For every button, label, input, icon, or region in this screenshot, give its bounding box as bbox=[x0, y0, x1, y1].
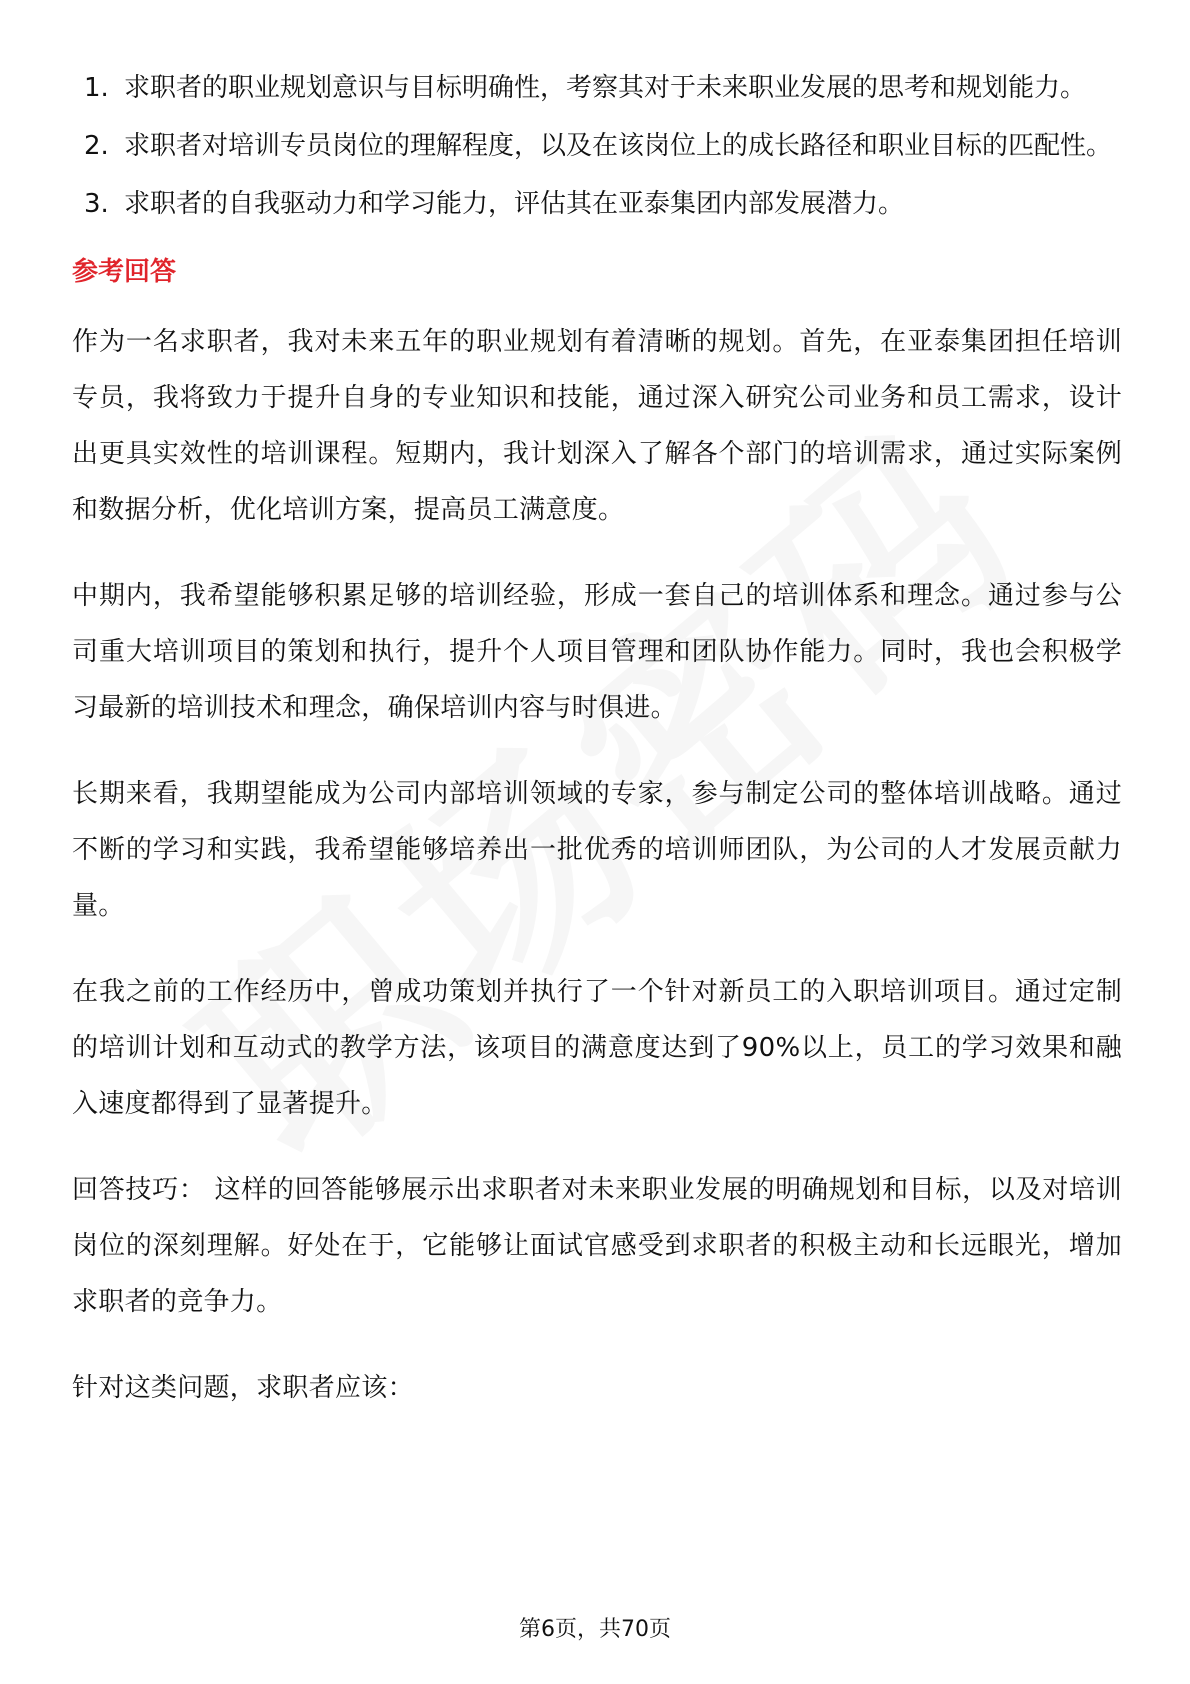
list-item bbox=[72, 176, 1122, 232]
answer-paragraph-4: 在我之前的工作经历中，曾成功策划并执行了一个针对新员工的入职培训项目。通过定制的培训计划和互动式的教学方法，该项目的满意度达到了90%以上，员工的学习效果和融入速度都得到了显著提升。 bbox=[72, 977, 1122, 1119]
list-item-text: 求职者对培训专员岗位的理解程度，以及在该岗位上的成长路径和职业目标的匹配性。 bbox=[124, 131, 1113, 161]
list-item-text: 求职者的自我驱动力和学习能力，评估其在亚泰集团内部发展潜力。 bbox=[124, 189, 905, 219]
section-title: 参考回答 bbox=[72, 257, 177, 287]
question-list bbox=[72, 60, 1122, 232]
page-number-footer: 第6页，共70页 bbox=[519, 1617, 671, 1642]
advice-intro-paragraph: 针对这类问题，求职者应该： bbox=[72, 1373, 414, 1403]
list-item-number: 1. bbox=[84, 73, 109, 103]
list-item-number: 3. bbox=[84, 189, 109, 219]
list-item-number: 2. bbox=[84, 131, 109, 161]
list-item bbox=[72, 118, 1122, 174]
answer-paragraph-1: 作为一名求职者，我对未来五年的职业规划有着清晰的规划。首先，在亚泰集团担任培训专员，我将致力于提升自身的专业知识和技能，通过深入研究公司业务和员工需求，设计出更具实效性的培训课程。短期内，我计划深入了解各个部门的培训需求，通过实际案例和数据分析，优化培训方案，提高员工满意度。 bbox=[72, 327, 1122, 525]
answer-paragraph-3: 长期来看，我期望能成为公司内部培训领域的专家，参与制定公司的整体培训战略。通过不断的学习和实践，我希望能够培养出一批优秀的培训师团队，为公司的人才发展贡献力量。 bbox=[72, 779, 1122, 921]
answer-paragraph-2: 中期内，我希望能够积累足够的培训经验，形成一套自己的培训体系和理念。通过参与公司重大培训项目的策划和执行，提升个人项目管理和团队协作能力。同时，我也会积极学习最新的培训技术和理念，确保培训内容与时俱进。 bbox=[72, 581, 1122, 723]
document-body bbox=[72, 60, 1122, 1446]
list-item bbox=[72, 60, 1122, 116]
answer-tips-paragraph: 回答技巧： 这样的回答能够展示出求职者对未来职业发展的明确规划和目标，以及对培训岗位的深刻理解。好处在于，它能够让面试官感受到求职者的积极主动和长远眼光，增加求职者的竞争力。 bbox=[72, 1175, 1122, 1317]
list-item-text: 求职者的职业规划意识与目标明确性，考察其对于未来职业发展的思考和规划能力。 bbox=[124, 73, 1087, 103]
